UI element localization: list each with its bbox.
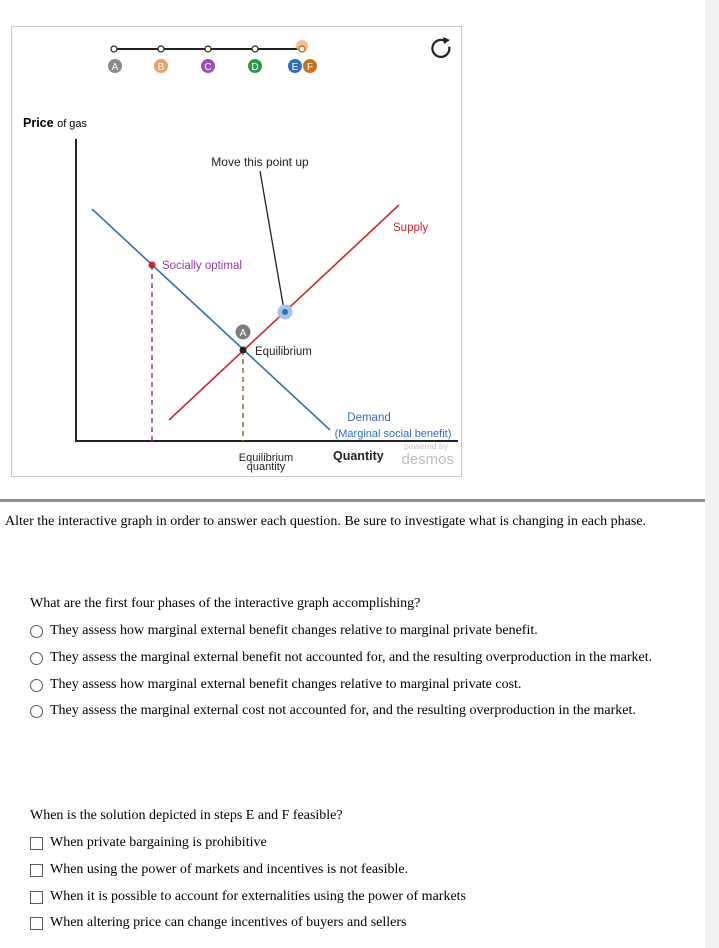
desmos-logo: desmos	[401, 451, 454, 468]
question-1-option-3[interactable]	[30, 676, 521, 694]
interactive-graph[interactable]	[11, 26, 462, 477]
socially-optimal-point	[149, 262, 156, 269]
phase-button-c[interactable]	[201, 59, 215, 73]
y-axis-label: Price of gas	[23, 116, 88, 130]
page-scrollbar[interactable]	[705, 0, 719, 948]
demand-label: Demand	[347, 412, 391, 424]
supply-label: Supply	[393, 222, 429, 234]
x-axis-label: Quantity	[333, 449, 384, 463]
hint-pointer-line	[260, 171, 284, 310]
phase-button-e-label: E	[291, 62, 299, 73]
draggable-point[interactable]	[282, 309, 288, 315]
option-label: When private bargaining is prohibitive	[50, 835, 267, 850]
demand-curve	[92, 209, 330, 430]
question-1-option-4[interactable]	[30, 702, 636, 720]
radio-button[interactable]	[30, 679, 43, 692]
equilibrium-quantity-label-line1: Equilibrium	[238, 452, 294, 464]
phase-button-f[interactable]	[303, 59, 317, 73]
phase-button-e[interactable]	[288, 59, 302, 73]
radio-button[interactable]	[30, 652, 43, 665]
radio-button[interactable]	[30, 625, 43, 638]
equilibrium-phase-marker-label: A	[239, 328, 247, 339]
phase-slider-handle[interactable]	[299, 46, 305, 52]
demand-sublabel: (Marginal social benefit)	[334, 428, 452, 440]
option-label: They assess the marginal external benefit not accounted for, and the resulting overproduction in the market.	[50, 650, 653, 665]
phase-button-d[interactable]	[248, 59, 262, 73]
option-label: They assess how marginal external benefit changes relative to marginal private cost.	[50, 677, 522, 692]
option-label: When using the power of markets and incentives is not feasible.	[50, 862, 409, 877]
radio-button[interactable]	[30, 705, 43, 718]
reset-icon[interactable]	[432, 37, 450, 57]
move-point-hint: Move this point up	[211, 155, 309, 169]
question-2-option-1[interactable]	[30, 834, 267, 852]
phase-button-c-label: C	[204, 62, 212, 73]
option-label: When it is possible to account for externalities using the power of markets	[50, 889, 467, 904]
powered-by-text: powered by	[404, 441, 448, 451]
option-label: They assess the marginal external cost not accounted for, and the resulting overproduction in the market.	[50, 703, 636, 718]
question-1-option-1[interactable]	[30, 622, 538, 640]
equilibrium-quantity-label-line2: quantity	[246, 461, 286, 473]
phase-button-a[interactable]	[108, 59, 122, 73]
phase-button-f-label: F	[306, 62, 314, 73]
option-label: When altering price can change incentives of buyers and sellers	[50, 915, 407, 930]
equilibrium-label: Equilibrium	[255, 346, 312, 358]
phase-button-d-label: D	[251, 62, 259, 73]
phase-button-b[interactable]	[154, 59, 168, 73]
question-2-option-3[interactable]	[30, 888, 466, 906]
checkbox[interactable]	[30, 891, 43, 904]
instructions-text: Alter the interactive graph in order to answer each question. Be sure to investigate what is changing in each phase.	[5, 514, 647, 529]
checkbox[interactable]	[30, 864, 43, 877]
equilibrium-point	[240, 347, 247, 354]
phase-button-b-label: B	[157, 62, 165, 73]
checkbox[interactable]	[30, 837, 43, 850]
question-2-option-2[interactable]	[30, 861, 408, 879]
checkbox[interactable]	[30, 917, 43, 930]
option-label: They assess how marginal external benefit changes relative to marginal private benefit.	[50, 623, 538, 638]
question-1-prompt: What are the first four phases of the interactive graph accomplishing?	[30, 596, 421, 611]
question-2-prompt: When is the solution depicted in steps E and F feasible?	[30, 808, 343, 823]
section-divider	[0, 499, 705, 502]
socially-optimal-label: Socially optimal	[162, 260, 242, 272]
phase-button-a-label: A	[111, 62, 119, 73]
question-1-option-2[interactable]	[30, 649, 652, 667]
graph-canvas	[12, 27, 461, 476]
question-2-option-4[interactable]	[30, 914, 406, 932]
